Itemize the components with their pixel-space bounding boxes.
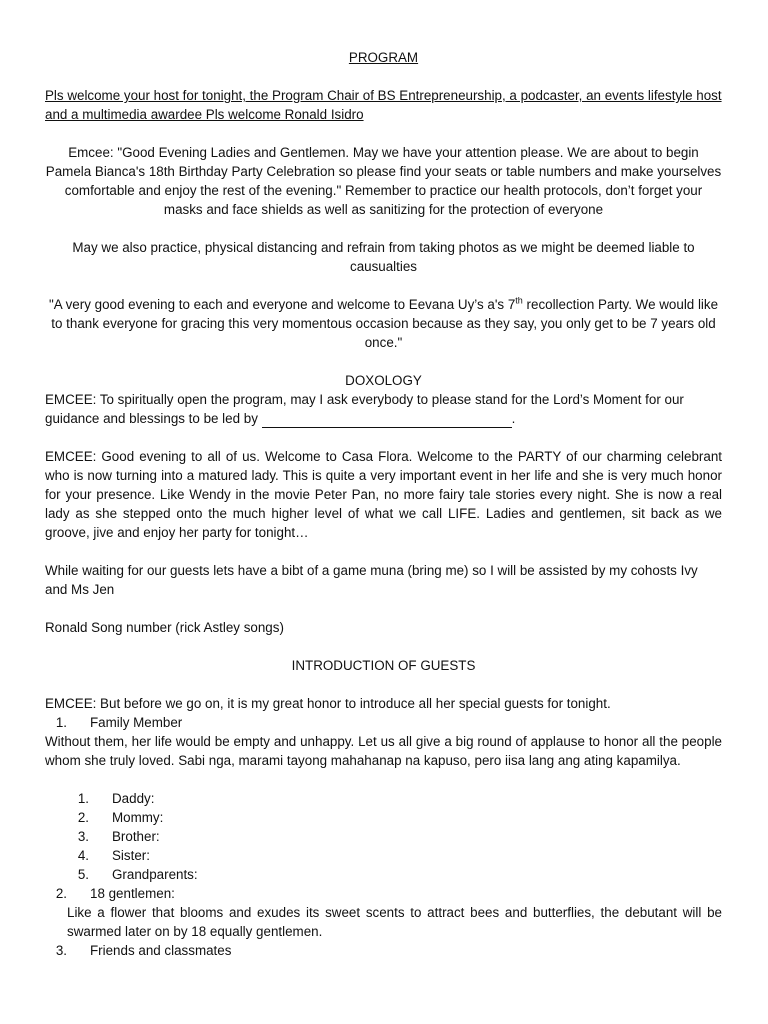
- list-number: 5.: [77, 867, 89, 882]
- list-item: [67, 846, 722, 865]
- list-item: [45, 884, 722, 903]
- list-number: 3.: [77, 829, 89, 844]
- introduction-heading: INTRODUCTION OF GUESTS: [291, 658, 476, 673]
- host-intro: Pls welcome your host for tonight, the Program Chair of BS Entrepreneurship, a podcaster, an events lifestyle host and a multimedia awardee Pls welcome Ronald Isidro: [45, 88, 722, 122]
- welcome-paragraph: [45, 295, 722, 352]
- list-number: 1.: [77, 791, 89, 806]
- list-item: [45, 713, 722, 732]
- game-paragraph: While waiting for our guests lets have a bibt of a game muna (bring me) so I will be assisted by my cohosts Ivy and Ms Jen: [45, 563, 698, 597]
- doxology-heading: DOXOLOGY: [345, 373, 422, 388]
- list-number: 1.: [55, 715, 67, 730]
- list-item: [67, 808, 722, 827]
- list-label: Sister:: [112, 848, 150, 863]
- list-item: [67, 827, 722, 846]
- page-title: PROGRAM: [348, 50, 419, 65]
- list-label: Mommy:: [112, 810, 164, 825]
- list-number: 4.: [77, 848, 89, 863]
- welcome-text-a: "A very good evening to each and everyone and welcome to Eevana Uy’s a's 7: [48, 297, 516, 312]
- list-label: Grandparents:: [112, 867, 198, 882]
- list-label: 18 gentlemen:: [90, 886, 175, 901]
- list-number: 2.: [77, 810, 89, 825]
- welcome-text-b: recollection Party. We would like to thank everyone for gracing this very momentous occasion because as they say, you only get to be 7 years old once.": [51, 297, 719, 350]
- list-item: [67, 865, 722, 884]
- list-label: Daddy:: [112, 791, 155, 806]
- emcee-welcome: EMCEE: Good evening to all of us. Welcome to Casa Flora. Welcome to the PARTY of our charming celebrant who is now turning into a matured lady. This is quite a very important event in her life and she is very much honor for your presence. Like Wendy in the movie Peter Pan, no more fairy tale stories every night. She is now a real lady as she stepped onto the much higher level of what we call LIFE. Ladies and gentlemen, sit back as we groove, jive and enjoy her party for tonight…: [45, 449, 722, 540]
- doxology-text: EMCEE: To spiritually open the program, may I ask everybody to please stand for the Lord’s Moment for our guidance and blessings to be led by: [45, 392, 684, 426]
- guest-group-2: [45, 884, 722, 903]
- list-number: 2.: [55, 886, 67, 901]
- doxology-paragraph: [45, 390, 722, 428]
- song-paragraph: Ronald Song number (rick Astley songs): [45, 620, 284, 635]
- list-number: 3.: [55, 943, 67, 958]
- emcee-opening: Emcee: "Good Evening Ladies and Gentlemen. May we have your attention please. We are about to begin Pamela Bianca's 18th Birthday Party Celebration so please find your seats or table numbers and make yourselves comfortable and enjoy the rest of the evening." Remember to practice our health protocols, don’t forget your masks and face shields as well as sanitizing for the protection of everyone: [45, 145, 722, 217]
- gentlemen-paragraph: Like a flower that blooms and exudes its sweet scents to attract bees and butterflies, the debutant will be swarmed later on by 18 equally gentlemen.: [67, 905, 722, 939]
- family-paragraph: Without them, her life would be empty and unhappy. Let us all give a big round of applause to honor all the people whom she truly loved. Sabi nga, marami tayong mahahanap na kapuso, pero iisa lang ang ating kapamilya.: [45, 734, 722, 768]
- introduction-text: EMCEE: But before we go on, it is my great honor to introduce all her special guests for tonight.: [45, 696, 611, 711]
- list-label: Brother:: [112, 829, 160, 844]
- welcome-superscript: th: [515, 295, 523, 306]
- list-label: Friends and classmates: [90, 943, 232, 958]
- list-item: [67, 789, 722, 808]
- guest-group-1: [45, 713, 722, 732]
- doxology-period: .: [511, 411, 516, 426]
- list-item: [45, 941, 722, 960]
- guest-group-3: [45, 941, 722, 960]
- list-label: Family Member: [90, 715, 183, 730]
- family-member-list: [45, 789, 722, 884]
- doxology-blank-line: [262, 413, 512, 428]
- distancing-note: May we also practice, physical distancing and refrain from taking photos as we might be deemed liable to causualties: [72, 240, 695, 274]
